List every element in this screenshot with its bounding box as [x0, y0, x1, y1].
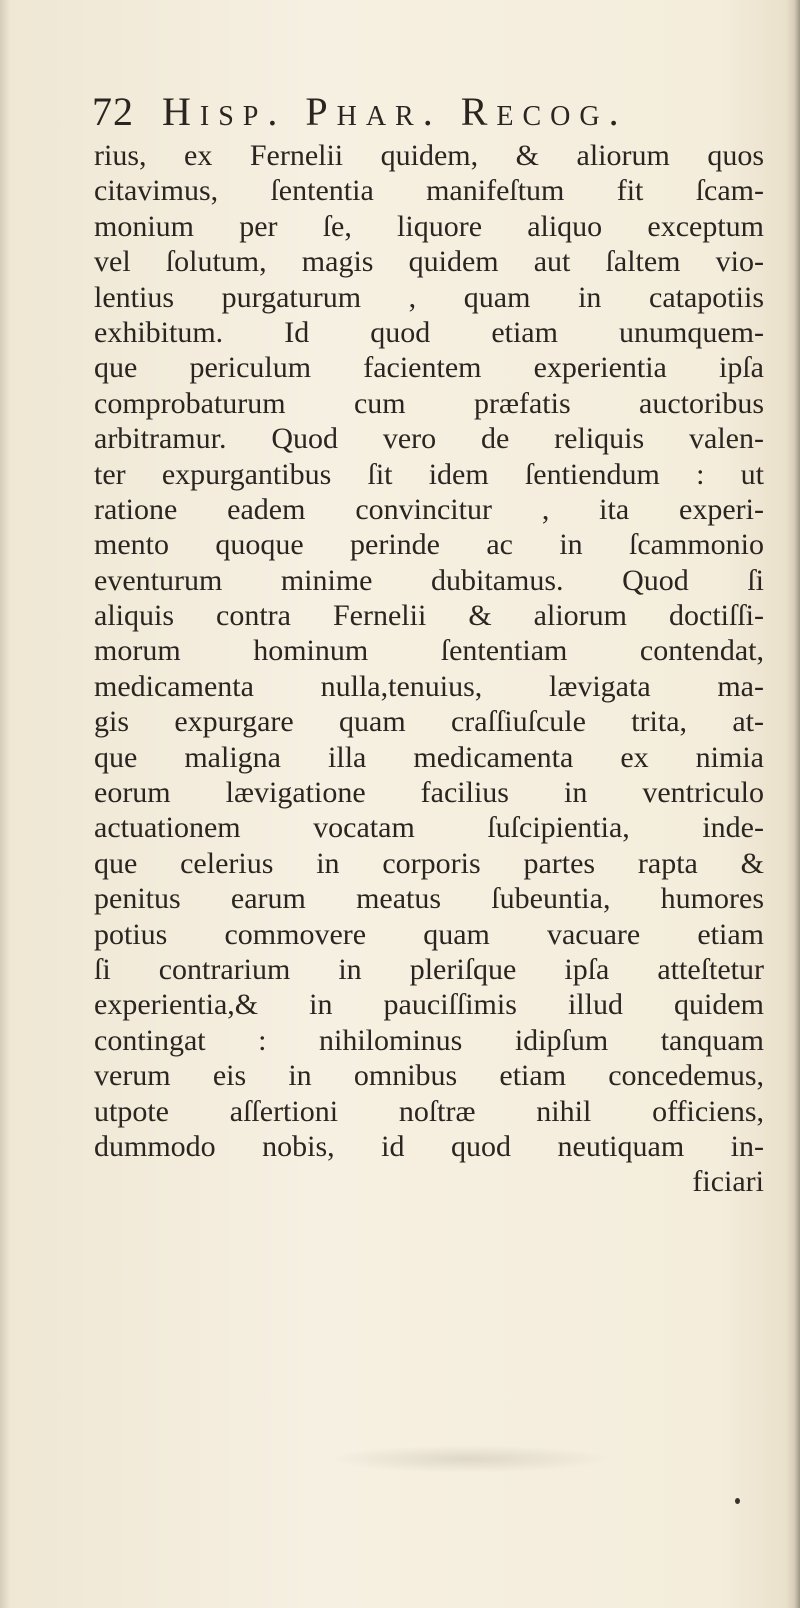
- text-line: arbitramur. Quod vero de reliquis valen-: [94, 422, 764, 456]
- running-head: Hisp. Phar. Recog.: [162, 89, 628, 134]
- text-line: rius, ex Fernelii quidem, & aliorum quos: [94, 139, 764, 172]
- page-number: 72: [92, 89, 134, 134]
- page-gutter-shadow: [0, 0, 10, 1608]
- page-header: [92, 88, 752, 138]
- text-line: monium per ſe, liquore aliquo exceptum: [94, 209, 764, 243]
- page-edge-shadow: [786, 0, 800, 1608]
- text-line: penitus earum meatus ſubeuntia, humores: [94, 882, 764, 916]
- text-line: ſi contrarium in pleriſque ipſa atteſtetur: [94, 952, 764, 986]
- ink-smudge: [330, 1445, 610, 1473]
- text-line: experientia,& in pauciſſimis illud quidem: [94, 988, 764, 1022]
- body-text: [94, 138, 764, 1200]
- text-line: gis expurgare quam craſſiuſcule trita, at-: [94, 705, 764, 739]
- ink-speck: [735, 1498, 740, 1504]
- text-line: mento quoque perinde ac in ſcammonio: [94, 528, 764, 562]
- text-line: aliquis contra Fernelii & aliorum doctiſſi-: [94, 599, 764, 633]
- text-line: actuationem vocatam ſuſcipientia, inde-: [94, 811, 764, 845]
- text-line: ratione eadem convincitur , ita experi-: [94, 492, 764, 526]
- text-line: que celerius in corporis partes rapta &: [94, 846, 764, 880]
- text-line: ter expurgantibus ſit idem ſentiendum : ut: [94, 457, 764, 491]
- text-line: potius commovere quam vacuare etiam: [94, 917, 764, 951]
- text-line: exhibitum. Id quod etiam unumquem-: [94, 315, 764, 349]
- text-line: ficiari: [692, 1165, 764, 1199]
- text-line: verum eis in omnibus etiam concedemus,: [94, 1059, 764, 1093]
- text-line: que maligna illa medicamenta ex nimia: [94, 740, 764, 774]
- text-line: lentius purgaturum , quam in catapotiis: [94, 280, 764, 314]
- text-line: eventurum minime dubitamus. Quod ſi: [94, 563, 764, 597]
- text-line: citavimus, ſententia manifeſtum fit ſcam-: [94, 174, 764, 208]
- text-line: medicamenta nulla,tenuius, lævigata ma-: [94, 669, 764, 703]
- text-line: contingat : nihilominus idipſum tanquam: [94, 1023, 764, 1057]
- text-line: que periculum facientem experientia ipſa: [94, 351, 764, 385]
- text-line: vel ſolutum, magis quidem aut ſaltem vio-: [94, 245, 764, 279]
- text-line: morum hominum ſententiam contendat,: [94, 634, 764, 668]
- text-line: dummodo nobis, id quod neutiquam in-: [94, 1129, 764, 1163]
- text-line: comprobaturum cum præfatis auctoribus: [94, 386, 764, 420]
- text-line: utpote aſſertioni noſtræ nihil officiens,: [94, 1094, 764, 1128]
- text-line: eorum lævigatione facilius in ventriculo: [94, 776, 764, 810]
